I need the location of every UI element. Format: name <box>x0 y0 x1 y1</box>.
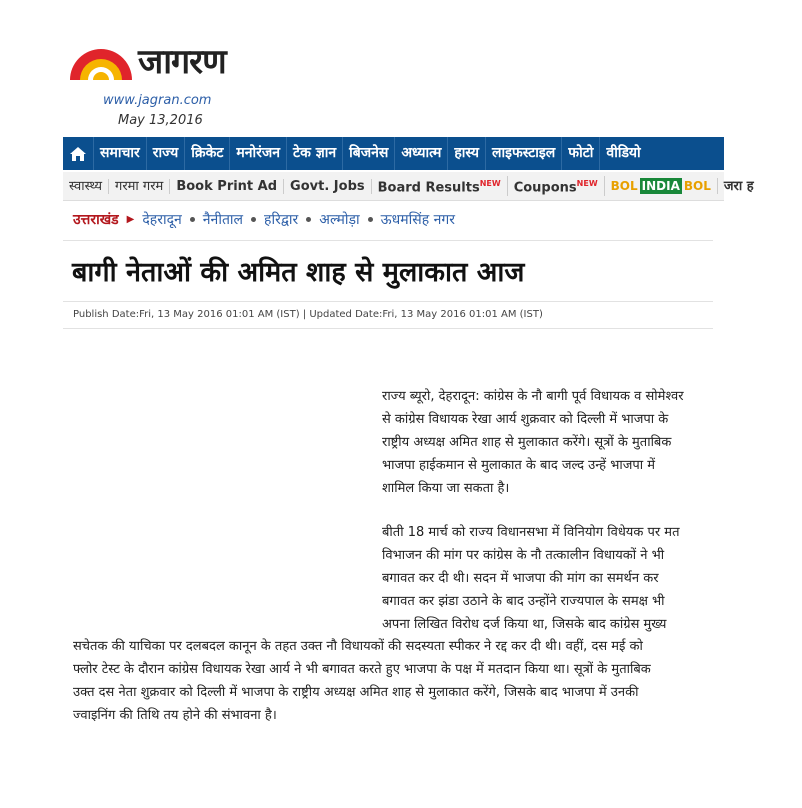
site-date: May 13,2016 <box>118 113 203 128</box>
breadcrumb-city-nainital[interactable]: नैनीताल <box>202 212 244 228</box>
jagran-logo[interactable] <box>68 40 248 86</box>
bullet-icon <box>368 217 373 222</box>
breadcrumb-city-udhamsingh-nagar[interactable]: ऊधमसिंह नगर <box>380 212 455 228</box>
article-paragraph-1 <box>382 385 684 500</box>
nav-item-lifestyle[interactable]: लाइफस्टाइल <box>485 137 561 170</box>
breadcrumb <box>73 210 455 229</box>
text-line: फ्लोर टेस्ट के दौरान कांग्रेस विधायक रेखा आर्य ने भी बगावत करते हुए भाजपा के पक्ष में मतदान किया था। सूत्रों के मुताबिक <box>73 662 651 677</box>
sub-item-jara-hatke[interactable]: जरा ह <box>723 178 754 194</box>
nav-item-manoranjan[interactable]: मनोरंजन <box>229 137 286 170</box>
article-paragraph-2 <box>382 521 679 636</box>
nav-home[interactable] <box>63 137 93 170</box>
nav-item-business[interactable]: बिजनेस <box>342 137 394 170</box>
sub-item-coupons[interactable] <box>508 176 605 195</box>
article-dates: Publish Date:Fri, 13 May 2016 01:01 AM (IST) | Updated Date:Fri, 13 May 2016 01:01 AM (IST) <box>73 309 543 320</box>
nav-item-tech[interactable]: टेक ज्ञान <box>286 137 342 170</box>
nav-item-cricket[interactable]: क्रिकेट <box>184 137 229 170</box>
article-headline: बागी नेताओं की अमित शाह से मुलाकात आज <box>72 257 525 288</box>
bol-india-bol-link[interactable] <box>605 178 718 194</box>
sub-item-govt-jobs[interactable]: Govt. Jobs <box>284 179 372 194</box>
bullet-icon <box>306 217 311 222</box>
article-paragraph-3 <box>73 635 651 727</box>
text-line: बीती 18 मार्च को राज्य विधानसभा में विनियोग विधेयक पर मत <box>382 525 680 540</box>
breadcrumb-state[interactable]: उत्तराखंड <box>73 212 119 228</box>
text-line: से कांग्रेस विधायक रेखा आर्य शुक्रवार को दिल्ली में भाजपा के <box>382 412 669 427</box>
caret-right-icon: ▶ <box>126 214 135 225</box>
breadcrumb-city-dehradun[interactable]: देहरादून <box>142 212 182 228</box>
nav-item-samachar[interactable]: समाचार <box>93 137 146 170</box>
sub-item-health[interactable]: स्वास्थ्य <box>63 179 109 194</box>
text-line: राज्य ब्यूरो, देहरादून: कांग्रेस के नौ बागी पूर्व विधायक व सोमेश्वर <box>382 389 684 404</box>
nav-item-adhyatm[interactable]: अध्यात्म <box>394 137 447 170</box>
text-line: ज्वाइनिंग की तिथि तय होने की संभावना है। <box>73 708 277 723</box>
home-icon <box>69 146 87 162</box>
text-line: राष्ट्रीय अध्यक्ष अमित शाह से मुलाकात करेंगे। सूत्रों के मुताबिक <box>382 435 672 450</box>
new-badge: NEW <box>576 179 598 189</box>
breadcrumb-city-haridwar[interactable]: हरिद्वार <box>264 212 299 228</box>
nav-item-video[interactable]: वीडियो <box>599 137 646 170</box>
text-line: सचेतक की याचिका पर दलबदल कानून के तहत उक्त नौ विधायकों की सदस्यता स्पीकर ने रद्द कर दी थी। वहीं, दस मई को <box>73 639 643 654</box>
divider <box>63 301 713 302</box>
sub-item-book-print-ad[interactable]: Book Print Ad <box>170 179 284 194</box>
new-badge: NEW <box>479 179 501 189</box>
main-nav <box>63 137 724 170</box>
coupons-label: Coupons <box>513 180 577 196</box>
sun-logo-icon <box>68 40 134 82</box>
india-badge: INDIA <box>641 179 680 193</box>
nav-item-hasya[interactable]: हास्य <box>447 137 485 170</box>
nav-item-rajya[interactable]: राज्य <box>146 137 184 170</box>
divider <box>63 240 713 241</box>
board-results-label: Board Results <box>377 180 480 196</box>
text-line: बगावत कर दी थी। सदन में भाजपा की मांग का समर्थन कर <box>382 571 659 586</box>
sub-item-board-results[interactable] <box>372 176 508 195</box>
breadcrumb-city-almora[interactable]: अल्मोड़ा <box>319 212 360 228</box>
text-line: विभाजन की मांग पर कांग्रेस के नौ तत्कालीन विधायकों ने भी <box>382 548 665 563</box>
text-line: बगावत कर झंडा उठाने के बाद उन्होंने राज्यपाल के समक्ष भी <box>382 594 665 609</box>
text-line: अपना लिखित विरोध दर्ज किया था, जिसके बाद कांग्रेस मुख्य <box>382 617 667 632</box>
bol-left: BOL <box>610 179 638 193</box>
nav-item-photo[interactable]: फोटो <box>561 137 599 170</box>
site-url[interactable]: www.jagran.com <box>103 93 212 108</box>
sub-nav <box>63 172 754 201</box>
bol-right: BOL <box>683 179 711 193</box>
divider <box>63 328 713 329</box>
text-line: भाजपा हाईकमान से मुलाकात के बाद जल्द उन्हें भाजपा में <box>382 458 656 473</box>
text-line: शामिल किया जा सकता है। <box>382 481 510 496</box>
logo-text: जागरण <box>138 42 226 82</box>
sub-item-garma-garam[interactable]: गरमा गरम <box>109 179 170 194</box>
text-line: उक्त दस नेता शुक्रवार को दिल्ली में भाजपा के राष्ट्रीय अध्यक्ष अमित शाह से मुलाकात करेंगे, जिसके बाद भाजपा में उनकी <box>73 685 639 700</box>
bullet-icon <box>190 217 195 222</box>
bullet-icon <box>251 217 256 222</box>
